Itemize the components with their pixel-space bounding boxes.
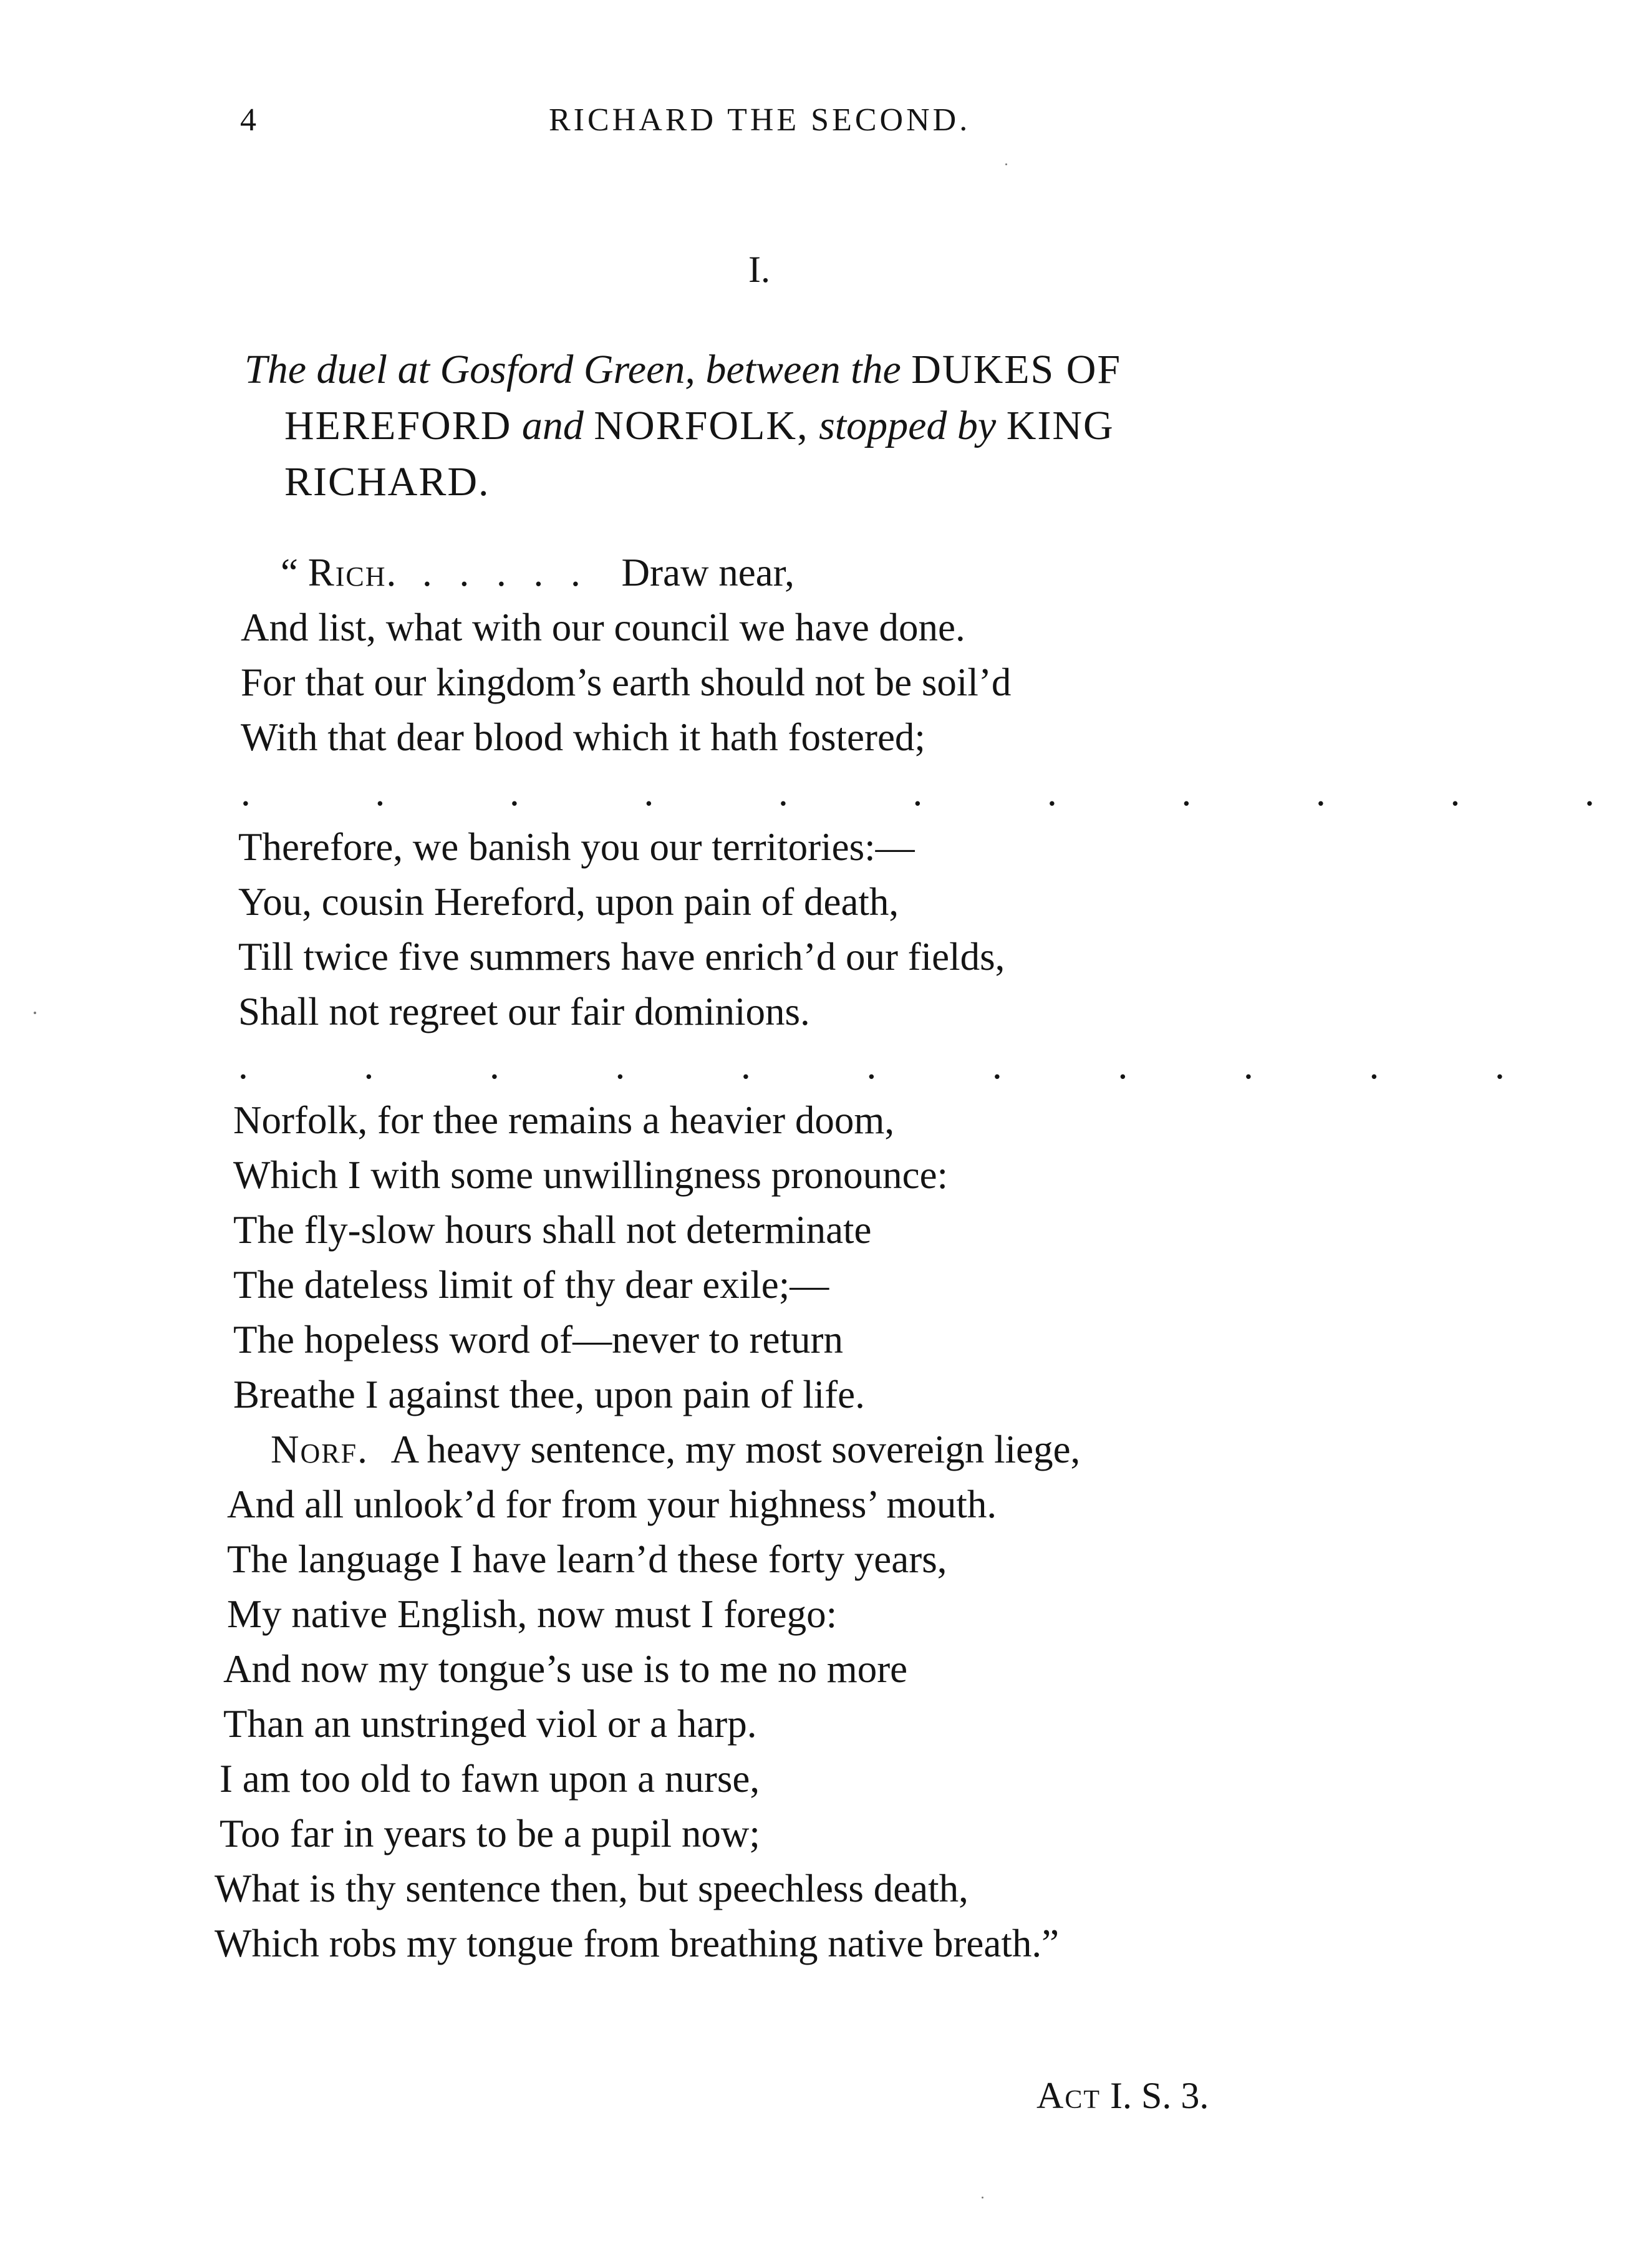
- verse-line-norf: [271, 1424, 1080, 1474]
- verse-line: Too far in years to be a pupil now;: [220, 1812, 760, 1855]
- verse-line: Shall not regreet our fair dominions.: [238, 990, 810, 1033]
- verse-line: The dateless limit of thy dear exile;—: [233, 1263, 829, 1307]
- section-heading: [244, 342, 1342, 510]
- running-title: RICHARD THE SECOND.: [549, 102, 971, 138]
- verse-line: For that our kingdom’s earth should not be soil’d: [241, 660, 1012, 704]
- open-quote: “: [281, 551, 298, 594]
- verse-line: Which I with some unwillingness pronounce:: [233, 1153, 949, 1197]
- heading-name-norfolk: NORFOLK,: [594, 403, 809, 448]
- verse-line: Which robs my tongue from breathing native breath.”: [215, 1922, 1060, 1965]
- verse-line: And now my tongue’s use is to me no more: [223, 1647, 908, 1691]
- heading-italic-stopped: stopped by: [819, 403, 997, 448]
- speech-dots: . . . . .: [422, 551, 589, 594]
- citation-act: Act: [1036, 2075, 1101, 2116]
- ellipsis-row: . . . . . . . . . . .: [238, 1043, 1558, 1087]
- paper-speck: [34, 1012, 36, 1014]
- page-number: 4: [240, 102, 259, 138]
- verse-first-words: A heavy sentence, my most sovereign liege,: [390, 1428, 1081, 1471]
- verse-line: The fly-slow hours shall not determinate: [233, 1208, 872, 1252]
- citation-ref: I. S. 3.: [1110, 2075, 1209, 2116]
- speaker-norf: Norf.: [271, 1428, 369, 1471]
- heading-title-king: KING: [1006, 403, 1114, 448]
- paper-speck: [982, 2197, 983, 2198]
- section-number: I.: [748, 249, 770, 290]
- verse-line: You, cousin Hereford, upon pain of death,: [238, 880, 899, 924]
- verse-line: My native English, now must I forego:: [227, 1592, 838, 1636]
- paper-speck: [1005, 163, 1007, 165]
- heading-line-3: RICHARD.: [284, 459, 490, 505]
- heading-name-hereford: HEREFORD: [284, 403, 512, 448]
- verse-line: Therefore, we banish you our territories:—: [238, 825, 915, 869]
- verse-line: I am too old to fawn upon a nurse,: [220, 1757, 760, 1801]
- verse-line: Than an unstringed viol or a harp.: [223, 1702, 757, 1746]
- verse-first-words: Draw near,: [621, 551, 795, 594]
- verse-line: Norfolk, for thee remains a heavier doom,: [233, 1098, 895, 1142]
- verse-line-rich: [281, 548, 795, 597]
- verse-line: Till twice five summers have enrich’d our fields,: [238, 935, 1005, 979]
- verse-line: With that dear blood which it hath fostered;: [241, 715, 925, 759]
- verse-line: And all unlook’d for from your highness’ mouth.: [227, 1482, 997, 1526]
- heading-conjunction: and: [521, 403, 584, 448]
- heading-line-1: [244, 342, 1342, 398]
- speaker-rich: Rich.: [307, 551, 398, 594]
- verse-line: And list, what with our council we have done.: [241, 606, 965, 649]
- verse-line: Breathe I against thee, upon pain of life.: [233, 1373, 865, 1416]
- running-head: [240, 102, 1051, 152]
- verse-line: The language I have learn’d these forty years,: [227, 1537, 947, 1581]
- heading-line-2: [244, 398, 1342, 454]
- verse-line: What is thy sentence then, but speechless death,: [215, 1867, 968, 1910]
- ellipsis-row: . . . . . . . . . . .: [241, 770, 1652, 814]
- act-scene-citation: [1036, 2074, 1209, 2117]
- verse-line: The hopeless word of—never to return: [233, 1318, 843, 1361]
- heading-italic-phrase: The duel at Gosford Green, between the: [244, 347, 901, 392]
- heading-caps-phrase: DUKES OF: [911, 347, 1122, 392]
